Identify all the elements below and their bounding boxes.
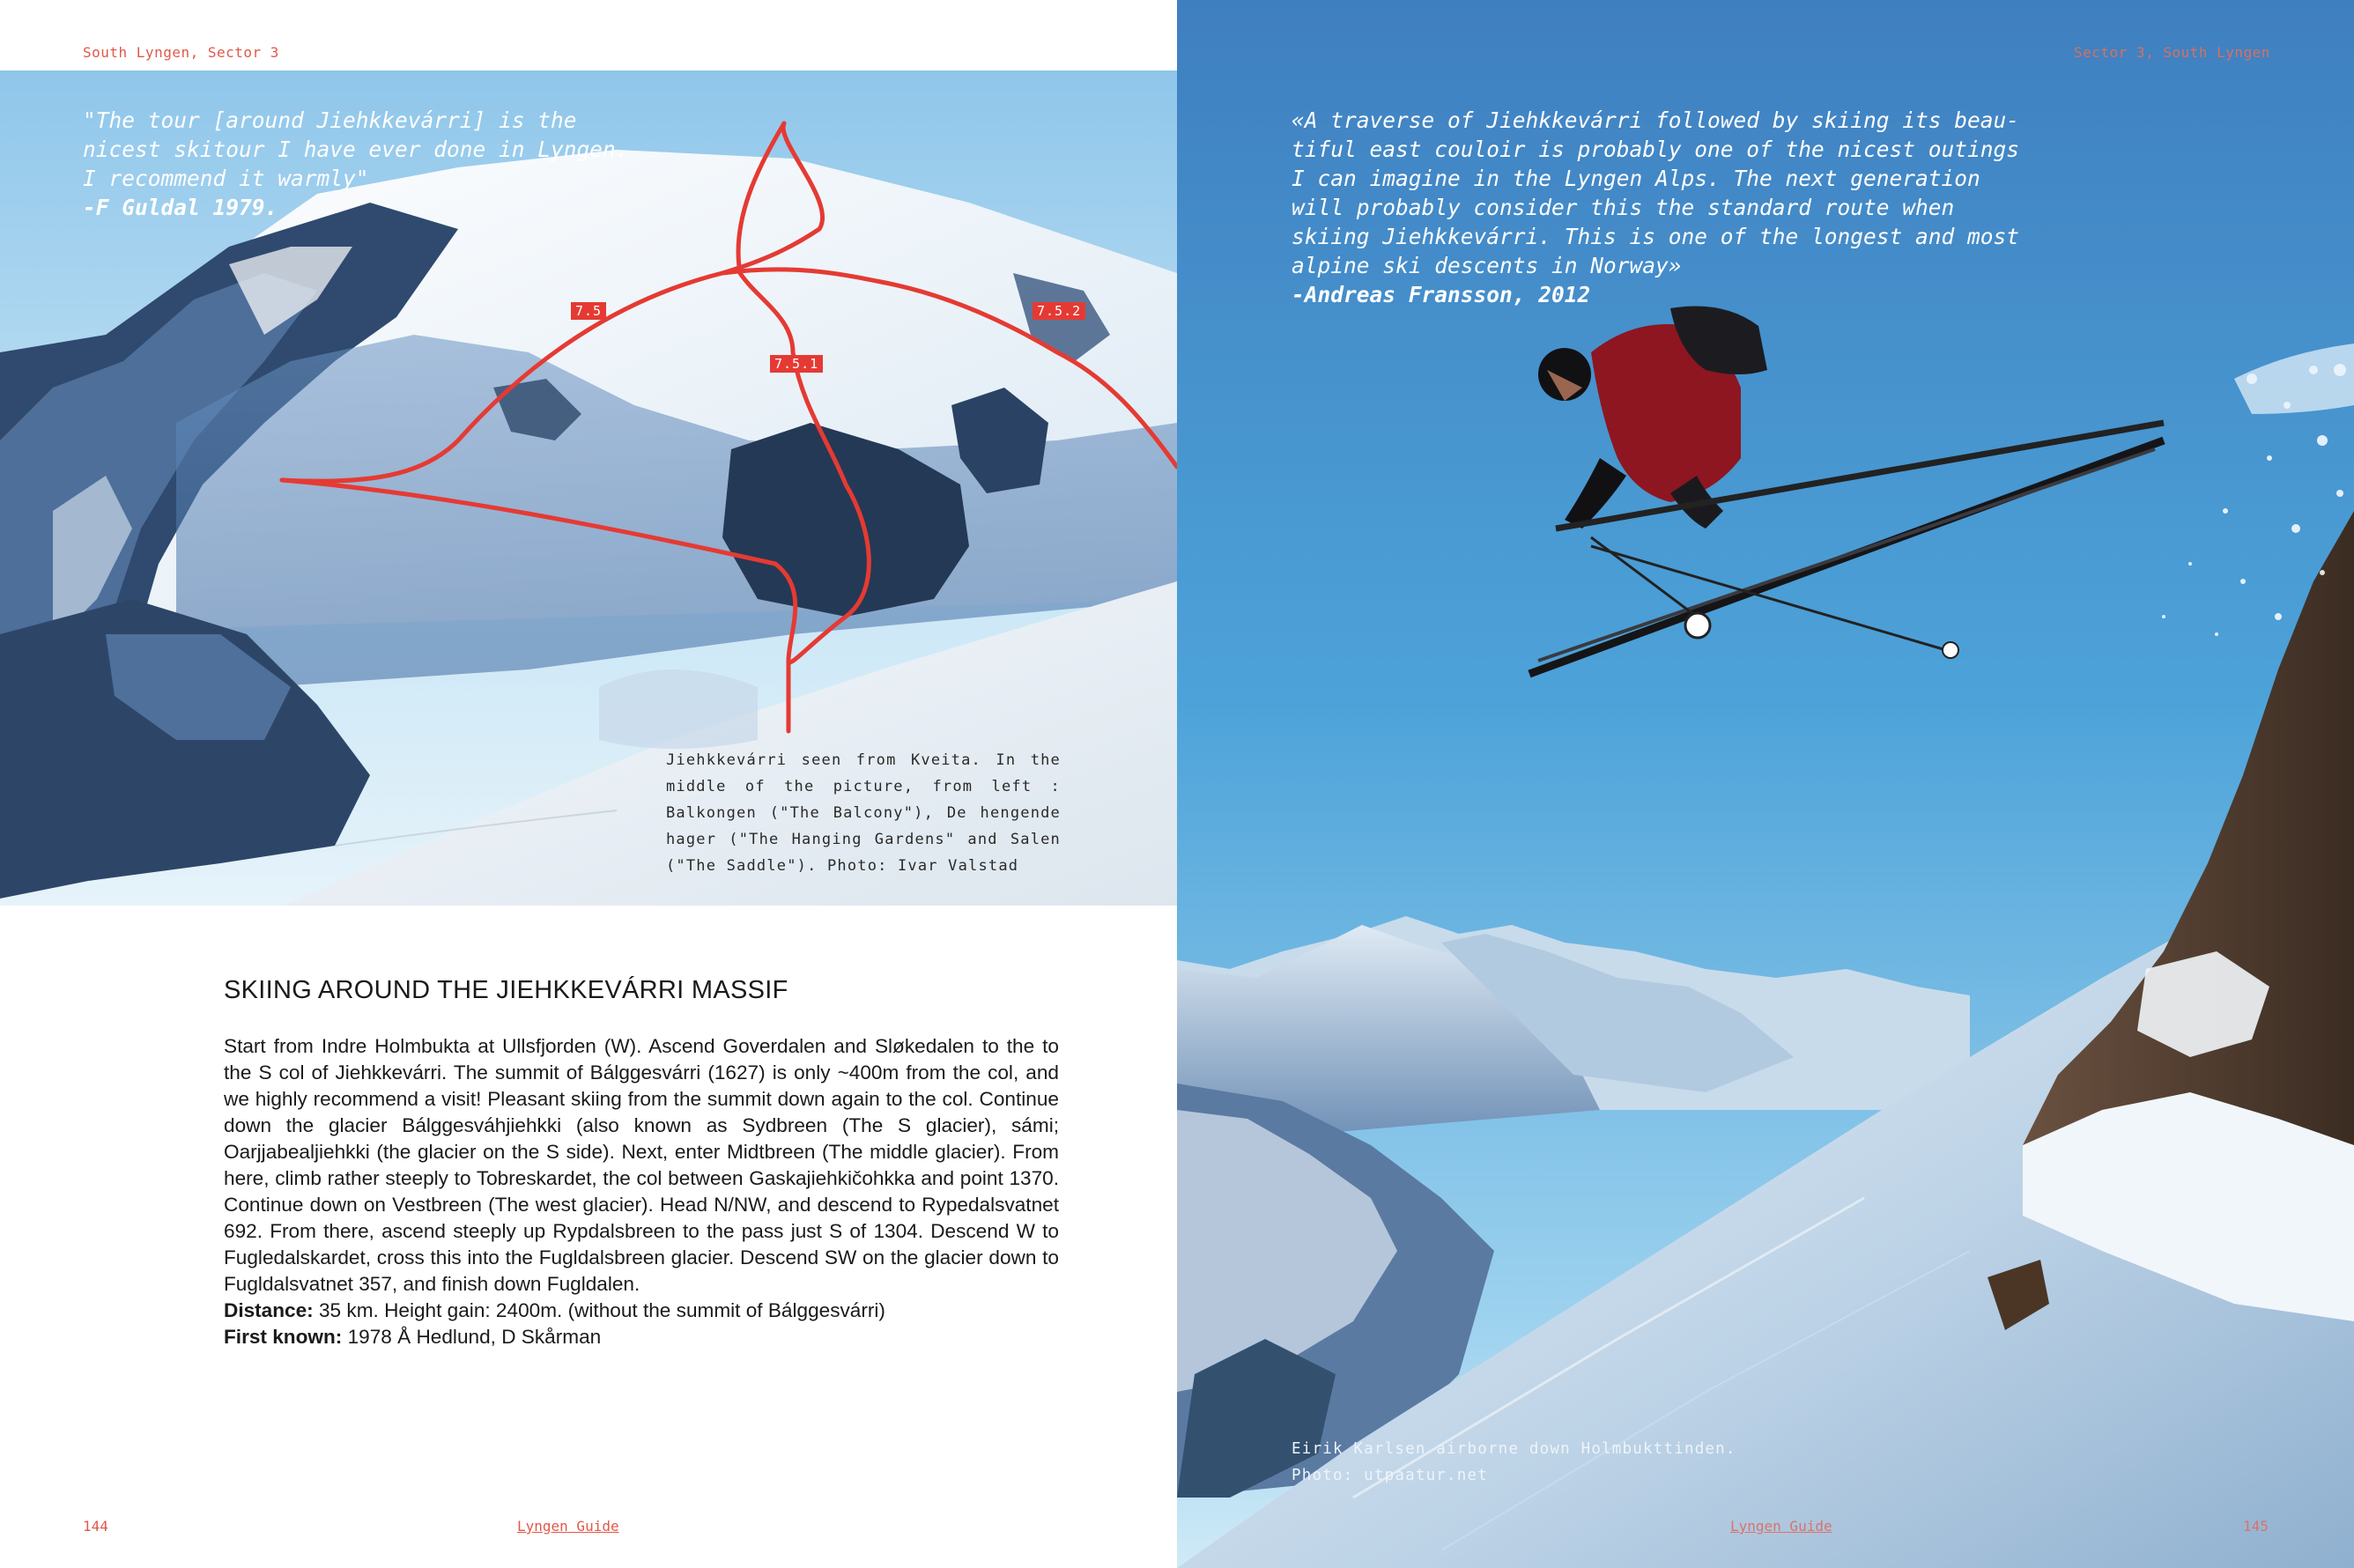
footer-title-right[interactable]: Lyngen Guide — [1730, 1518, 1832, 1535]
quote-line: nicest skitour I have ever done in Lyngen. — [83, 137, 629, 162]
caption-line: Photo: utpaatur.net — [1292, 1467, 1488, 1484]
quote-line: I can imagine in the Lyngen Alps. The next generation — [1292, 166, 1980, 191]
distance-label: Distance: — [224, 1299, 314, 1321]
photo-caption-right — [1292, 1436, 1736, 1489]
distance-line — [224, 1298, 1059, 1324]
route-description: Start from Indre Holmbukta at Ullsfjorden (W). Ascend Goverdalen and Sløkedalen to the to the S col of Jiehkkevárri. The summit of Bálggesvárri (1627) is only ~400m from the col, and we highly recommend a visit! Pleasant skiing from the summit down again to the col. Continue down the glacier Bálggesváhjiehkki (also known as Sydbreen (The S glacier), sámi; Oarjjabealjiehkki (the glacier on the S side). Next, enter Midtbreen (The middle glacier). From here, climb rather steeply to Tobreskardet, the col between Gaskajiehkičohkka and point 1370. Continue down on Vestbreen (The west glacier). Head N/NW, and descend to Rypedalsvatnet 692. From there, ascend steeply up Rypdalsbreen to the pass just S of 1304. Descend W to Fugledalskardet, cross this into the Fugldalsbreen glacier. Descend SW on the glacier down to Fugldalsvatnet 357, and finish down Fugldalen. — [224, 1035, 1059, 1295]
running-head-left: South Lyngen, Sector 3 — [83, 44, 279, 61]
quote-line: skiing Jiehkkevárri. This is one of the longest and most — [1292, 224, 2020, 249]
quote-line: alpine ski descents in Norway» — [1292, 253, 1682, 278]
quote-line: «A traverse of Jiehkkevárri followed by skiing its beau- — [1292, 107, 2020, 133]
quote-left — [83, 106, 629, 222]
quote-line: tiful east couloir is probably one of the nicest outings — [1292, 137, 2020, 162]
page-number-right: 145 — [2243, 1518, 2269, 1535]
body-text — [224, 1033, 1059, 1350]
distance-value: 35 km. Height gain: 2400m. (without the summit of Bálggesvárri) — [313, 1299, 885, 1321]
section-title: SKIING AROUND THE JIEHKKEVÁRRI MASSIF — [224, 976, 788, 1004]
route-label-7-5: 7.5 — [571, 302, 606, 320]
quote-author: -F Guldal 1979. — [83, 195, 278, 220]
photo-caption-left: Jiehkkevárri seen from Kveita. In the middle of the picture, from left : Balkongen ("The Balcony"), De hengende hager ("The Hanging Gardens" and Salen ("The Saddle"). Photo: Ivar Valstad — [666, 751, 1061, 875]
route-label-7-5-1: 7.5.1 — [770, 355, 823, 373]
running-head-right: Sector 3, South Lyngen — [2074, 44, 2270, 61]
first-known-line — [224, 1324, 1059, 1350]
first-known-label: First known: — [224, 1326, 343, 1348]
caption-line: Eirik Karlsen airborne down Holmbukttinden. — [1292, 1440, 1736, 1458]
quote-line: I recommend it warmly" — [83, 166, 369, 191]
quote-line: will probably consider this the standard route when — [1292, 195, 1955, 220]
footer-title-left[interactable]: Lyngen Guide — [517, 1518, 619, 1535]
quote-author: -Andreas Fransson, 2012 — [1292, 282, 1591, 307]
quote-right — [1292, 106, 2032, 309]
quote-line: "The tour [around Jiehkkevárri] is the — [83, 107, 577, 133]
route-label-7-5-2: 7.5.2 — [1033, 302, 1085, 320]
right-page — [1177, 0, 2354, 1568]
first-known-value: 1978 Å Hedlund, D Skårman — [342, 1326, 602, 1348]
page-number-left: 144 — [83, 1518, 108, 1535]
